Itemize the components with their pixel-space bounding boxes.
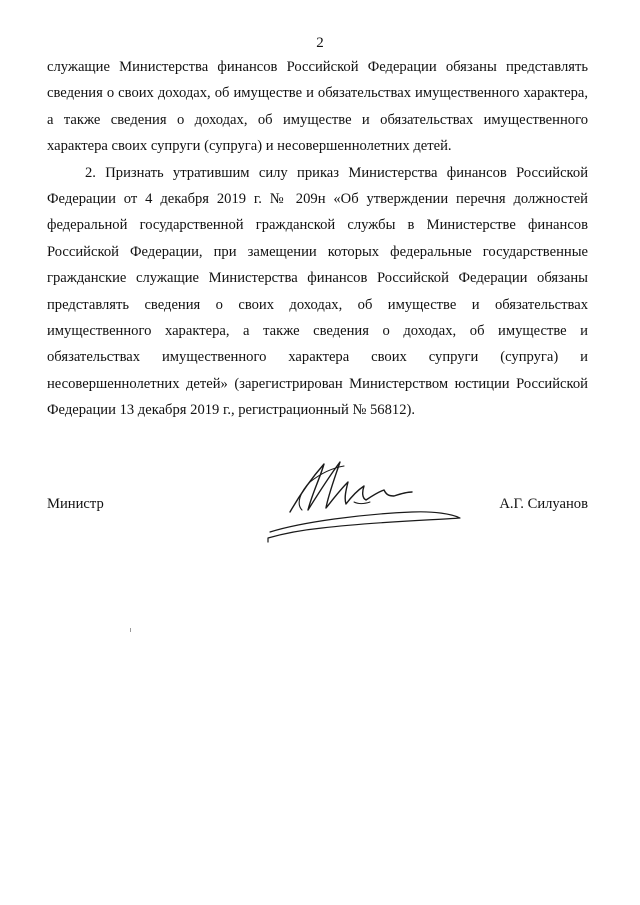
page-number: 2 — [316, 35, 324, 51]
paragraph-continuation: служащие Министерства финансов Российской Федерации обязаны представлять сведения о своих доходах, об имуществе и обязательствах имущественного характера, а также сведения о доходах, об имуществе и обязательствах имущественного характера своих супруги (супруга) и несовершеннолетних детей. — [47, 59, 588, 155]
scan-artifact — [130, 628, 131, 632]
signer-title: Министр — [47, 496, 104, 512]
handwritten-signature — [262, 452, 466, 544]
paragraph-2: 2. Признать утратившим силу приказ Министерства финансов Российской Федерации от 4 декабря 2019 г. № 209н «Об утверждении перечня должностей федеральной государственной гражданской службы в Министерстве финансов Российской Федерации, при замещении которых федеральные государственные гражданские служащие Министерства финансов Российской Федерации обязаны представлять сведения о своих доходах, об имуществе и обязательствах имущественного характера, а также сведения о доходах, об имуществе и обязательствах имущественного характера своих супруги (супруга) и несовершеннолетних детей» (зарегистрирован Министерством юстиции Российской Федерации 13 декабря 2019 г., регистрационный № 56812). — [47, 164, 588, 419]
signer-name: А.Г. Силуанов — [499, 496, 588, 512]
document-body — [47, 54, 588, 424]
